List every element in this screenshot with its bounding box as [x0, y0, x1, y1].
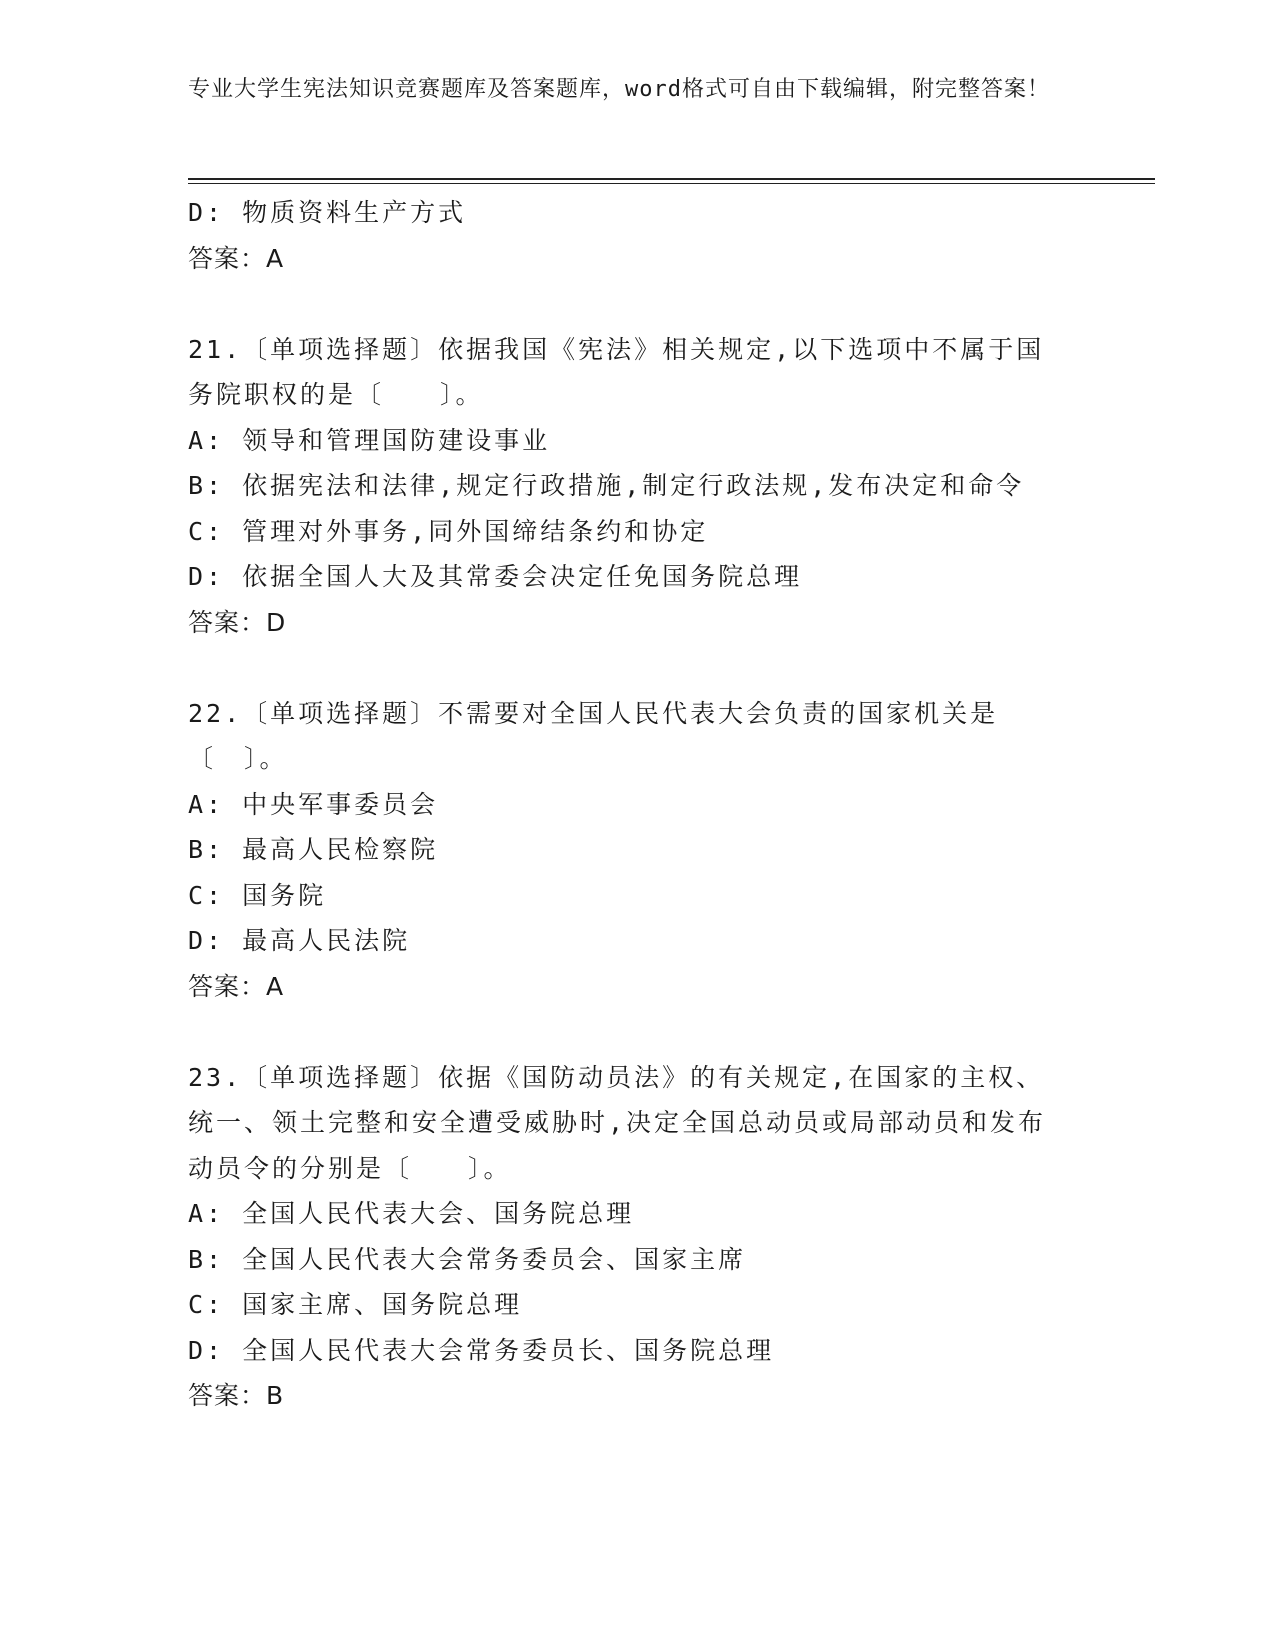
option-d: D: 依据全国人大及其常委会决定任免国务院总理 [188, 562, 803, 591]
question-21 [188, 327, 1088, 646]
header-divider [188, 178, 1155, 180]
previous-question-tail [188, 190, 1088, 281]
question-22 [188, 691, 1088, 1010]
question-stem: 21.〔单项选择题〕依据我国《宪法》相关规定,以下选项中不属于国务院职权的是〔 〕。 [188, 334, 1045, 409]
option-d: D: 物质资料生产方式 [188, 198, 467, 227]
option-c: C: 国家主席、国务院总理 [188, 1290, 523, 1319]
option-a: A: 中央军事委员会 [188, 789, 439, 819]
option-a: A: 领导和管理国防建设事业 [188, 425, 551, 455]
option-a: A: 全国人民代表大会、国务院总理 [188, 1199, 635, 1228]
option-b: B: 依据宪法和法律,规定行政措施,制定行政法规,发布决定和命令 [188, 471, 1025, 500]
answer-line: 答案：A [188, 971, 285, 1001]
question-23 [188, 1055, 1088, 1419]
header-divider-secondary [188, 183, 1155, 184]
option-c: C: 国务院 [188, 880, 327, 910]
option-d: D: 全国人民代表大会常务委员长、国务院总理 [188, 1335, 775, 1365]
spacer [188, 645, 1088, 691]
answer-line: 答案：B [188, 1381, 285, 1410]
question-stem: 23.〔单项选择题〕依据《国防动员法》的有关规定,在国家的主权、统一、领土完整和安全遭受威胁时,决定全国总动员或局部动员和发布动员令的分别是〔 〕。 [188, 1062, 1047, 1183]
question-stem: 22.〔单项选择题〕不需要对全国人民代表大会负责的国家机关是〔 〕。 [188, 698, 999, 773]
option-b: B: 全国人民代表大会常务委员会、国家主席 [188, 1244, 747, 1274]
option-b: B: 最高人民检察院 [188, 835, 439, 864]
answer-line: 答案：A [188, 243, 285, 273]
question-content [188, 190, 1088, 1419]
answer-line: 答案：D [188, 607, 287, 637]
page-header-text: 专业大学生宪法知识竞赛题库及答案题库，word格式可自由下载编辑，附完整答案！ [188, 77, 1050, 102]
spacer [188, 1009, 1088, 1055]
option-d: D: 最高人民法院 [188, 926, 411, 955]
spacer [188, 281, 1088, 327]
option-c: C: 管理对外事务,同外国缔结条约和协定 [188, 516, 709, 546]
